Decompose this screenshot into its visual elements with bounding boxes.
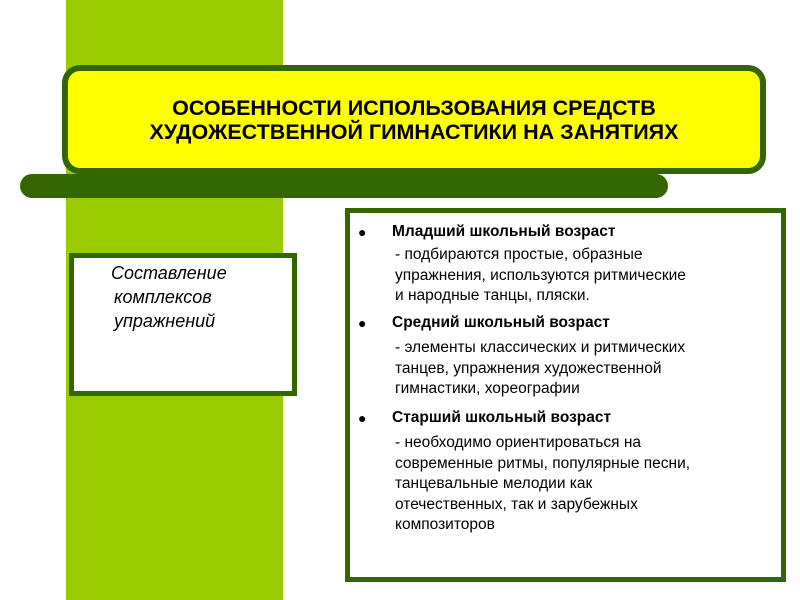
right-content-box bbox=[345, 208, 786, 582]
item-heading: Младший школьный возраст bbox=[392, 223, 616, 240]
left-box-line-1: Составление bbox=[111, 263, 227, 283]
left-topic-box bbox=[69, 253, 297, 396]
item-heading: Старший школьный возраст bbox=[392, 409, 612, 426]
slide-title bbox=[62, 65, 766, 174]
item-description-line: - подбираются простые, образные bbox=[395, 246, 643, 263]
item-description-line: и народные танцы, пляски. bbox=[395, 287, 590, 304]
item-description-line: упражнения, используются ритмические bbox=[395, 266, 686, 284]
item-description-line: - элементы классических и ритмических bbox=[395, 339, 686, 356]
slide-title-line-1: ОСОБЕННОСТИ ИСПОЛЬЗОВАНИЯ СРЕДСТВ bbox=[172, 95, 656, 120]
item-description-line: танцевальные мелодии как bbox=[395, 475, 593, 492]
left-box-line-3: упражнений bbox=[114, 311, 216, 331]
background-white-strip bbox=[0, 0, 66, 600]
item-description-line: - необходимо ориентироваться на bbox=[395, 434, 641, 451]
item-description-line: современные ритмы, популярные песни, bbox=[395, 454, 691, 472]
left-box-line-2: комплексов bbox=[114, 287, 212, 307]
bullet-dot-icon: ● bbox=[358, 410, 367, 426]
item-description bbox=[395, 338, 780, 400]
item-description bbox=[395, 245, 780, 307]
item-heading: Средний школьный возраст bbox=[392, 314, 610, 331]
item-description-line: отечественных, так и зарубежных bbox=[395, 495, 638, 513]
item-description-line: композиторов bbox=[395, 516, 495, 533]
bullet-dot-icon: ● bbox=[358, 224, 367, 240]
item-description-line: гимнастики, хореографии bbox=[395, 380, 580, 397]
bullet-dot-icon: ● bbox=[358, 315, 367, 331]
divider-bar bbox=[20, 174, 668, 198]
item-description bbox=[395, 433, 780, 536]
item-description-line: танцев, упражнения художественной bbox=[395, 359, 662, 377]
slide-title-line-2: ХУДОЖЕСТВЕННОЙ ГИМНАСТИКИ НА ЗАНЯТИЯХ bbox=[149, 119, 679, 144]
